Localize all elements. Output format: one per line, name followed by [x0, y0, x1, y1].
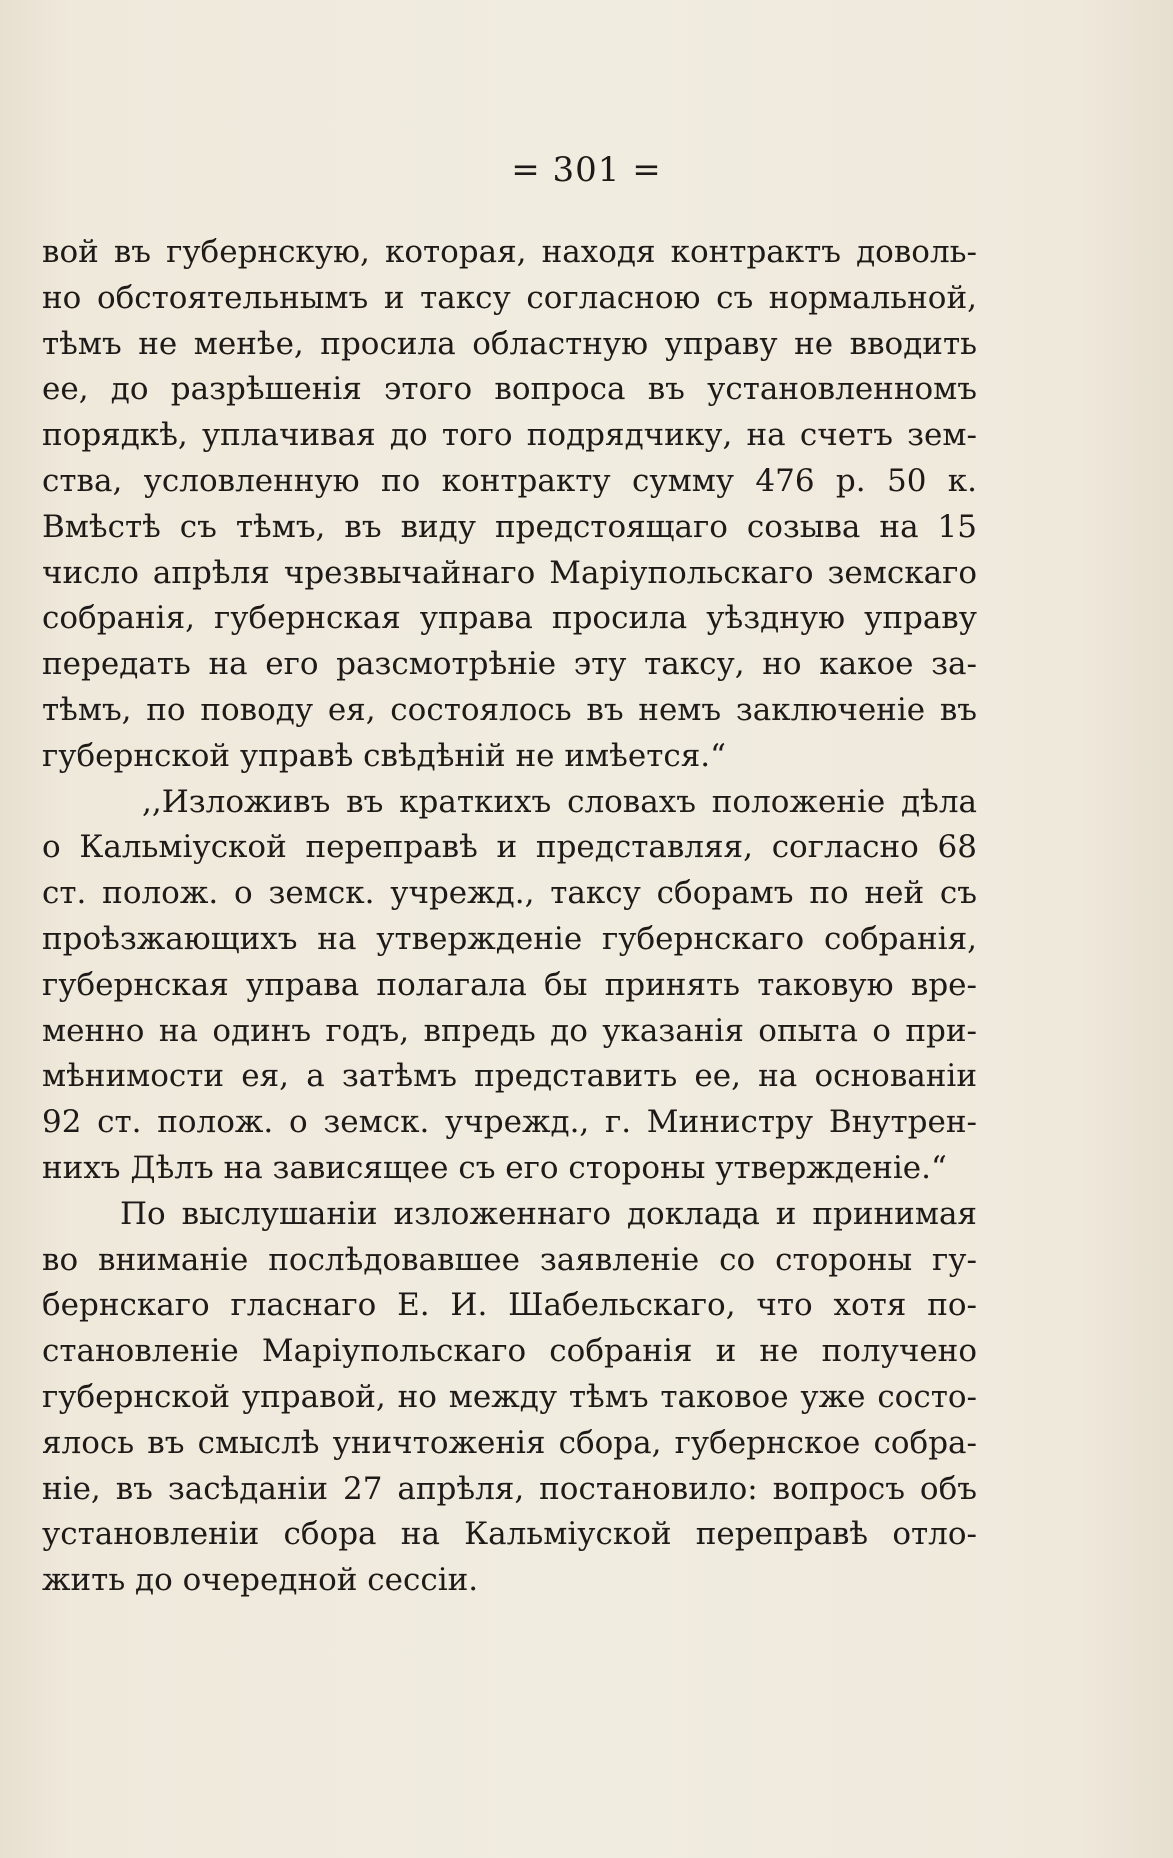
text-line: губернская управа полагала бы принять таковую вре-: [42, 966, 977, 1003]
text-line: собранія, губернская управа просила уѣздную управу: [42, 600, 977, 637]
text-line: менно на одинъ годъ, впредь до указанія опыта о при-: [42, 1012, 977, 1049]
text-line: ,,Изложивъ въ краткихъ словахъ положеніе дѣла: [142, 783, 977, 820]
page-number: = 301 =: [511, 150, 662, 190]
text-line: Вмѣстѣ съ тѣмъ, въ виду предстоящаго созыва на 15: [42, 508, 977, 545]
text-line: ніе, въ засѣданіи 27 апрѣля, постановило: вопросъ объ: [42, 1470, 977, 1507]
text-line: нихъ Дѣлъ на зависящее съ его стороны утвержденіе.“: [42, 1149, 947, 1186]
text-line: мѣнимости ея, а затѣмъ представить ее, на основаніи: [42, 1058, 977, 1095]
text-line: тѣмъ не менѣе, просила областную управу не вводить: [42, 325, 977, 362]
text-line: 92 ст. полож. о земск. учрежд., г. Министру Внутрен-: [42, 1104, 977, 1141]
text-line: бернскаго гласнаго Е. И. Шабельскаго, что хотя по-: [42, 1287, 977, 1324]
text-line: проѣзжающихъ на утвержденіе губернскаго собранія,: [42, 920, 977, 957]
text-line: о Кальміуской переправѣ и представляя, согласно 68: [42, 829, 977, 866]
text-line: порядкѣ, уплачивая до того подрядчику, на счетъ зем-: [42, 417, 977, 454]
text-line: ст. полож. о земск. учрежд., таксу сборамъ по ней съ: [42, 875, 977, 912]
text-line: губернской управой, но между тѣмъ таковое уже состо-: [42, 1378, 977, 1415]
text-line: число апрѣля чрезвычайнаго Маріупольскаго земскаго: [42, 554, 977, 591]
text-line: По выслушаніи изложеннаго доклада и принимая: [120, 1195, 977, 1232]
text-line: ства, условленную по контракту сумму 476 р. 50 к.: [42, 462, 977, 499]
body-text: [42, 230, 977, 1604]
text-line: ялось въ смыслѣ уничтоженія сбора, губернское собра-: [42, 1424, 977, 1461]
text-line: во вниманіе послѣдовавшее заявленіе со стороны гу-: [42, 1241, 977, 1278]
text-line: ее, до разрѣшенія этого вопроса въ установленномъ: [42, 371, 977, 408]
text-line: жить до очередной сессіи.: [42, 1562, 479, 1599]
text-line: становленіе Маріупольскаго собранія и не получено: [42, 1333, 977, 1370]
text-line: тѣмъ, по поводу ея, состоялось въ немъ заключеніе въ: [42, 691, 977, 728]
text-line: установленіи сбора на Кальміуской переправѣ отло-: [42, 1516, 977, 1553]
text-line: но обстоятельнымъ и таксу согласною съ нормальной,: [42, 279, 977, 316]
text-line: передать на его разсмотрѣніе эту таксу, но какое за-: [42, 646, 977, 683]
text-line: губернской управѣ свѣдѣній не имѣется.“: [42, 737, 726, 774]
text-line: вой въ губернскую, которая, находя контрактъ доволь-: [42, 234, 977, 270]
